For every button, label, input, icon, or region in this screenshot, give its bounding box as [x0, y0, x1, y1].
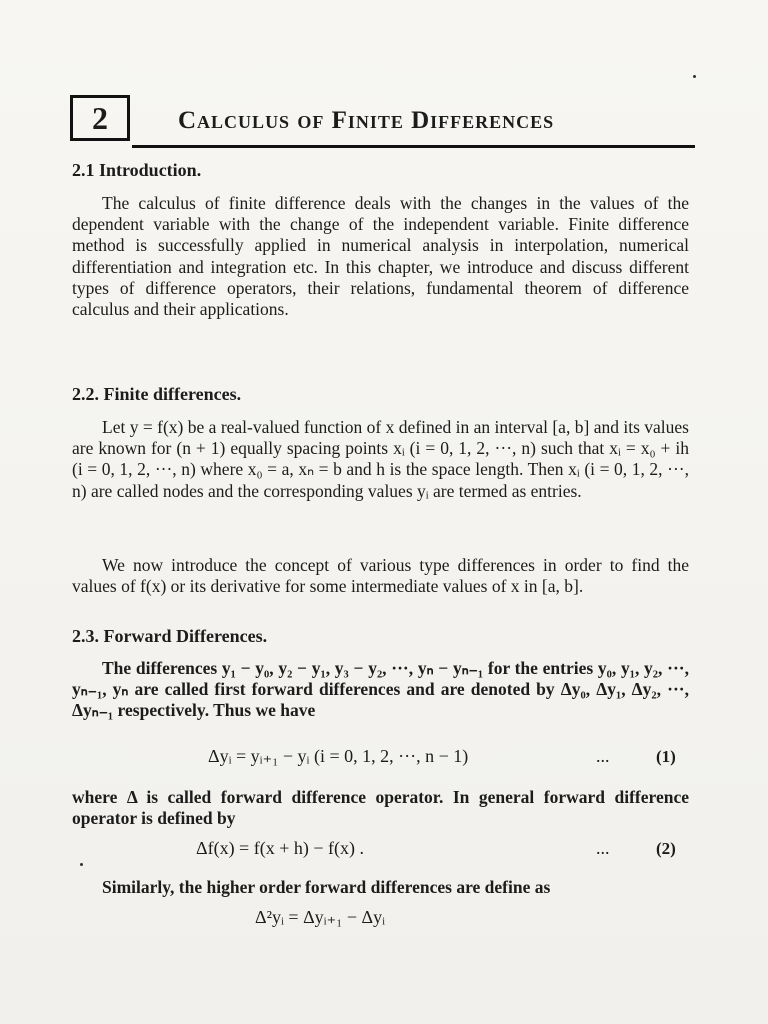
equation-1-dots: ...: [596, 746, 610, 766]
ink-speck: [80, 863, 83, 866]
paragraph-finite-differences: Let y = f(x) be a real-valued function of x defined in an interval [a, b] and its values are known for (n + 1) equally spacing points xᵢ (i = 0, 1, 2, ···, n) such that xᵢ = x₀ + ih (i = 0, 1, 2, ···, n) where x₀ = a, xₙ = b and h is the space length. Then xᵢ (i = 0, 1, 2, ···, n) are called nodes and the corresponding values yᵢ are termed as entries.: [72, 417, 689, 501]
paragraph-higher-order-differences: Similarly, the higher order forward differences are define as: [102, 877, 551, 897]
paragraph-forward-difference-operator: where Δ is called forward difference operator. In general forward difference operator is defined by: [72, 787, 689, 829]
equation-1-number: (1): [656, 747, 676, 766]
ink-speck: [693, 75, 696, 78]
chapter-number-box: 2: [70, 95, 130, 141]
equation-3: Δ²yᵢ = Δyᵢ₊₁ − Δyᵢ: [255, 907, 386, 927]
chapter-header: [70, 95, 695, 151]
section-title-forward-differences: 2.3. Forward Differences.: [72, 626, 268, 646]
equation-1: Δyᵢ = yᵢ₊₁ − yᵢ (i = 0, 1, 2, ···, n − 1): [208, 746, 469, 766]
equation-2: Δf(x) = f(x + h) − f(x) .: [196, 838, 364, 858]
equation-2-number: (2): [656, 839, 676, 858]
paragraph-intermediate-values: We now introduce the concept of various type differences in order to find the values of f(x) or its derivative for some intermediate values of x in [a, b].: [72, 555, 689, 597]
section-title-introduction: 2.1 Introduction.: [72, 160, 202, 180]
paragraph-introduction: The calculus of finite difference deals with the changes in the values of the dependent variable with the change of the independent variable. Finite difference method is successfully applied in numerical analysis in interpolation, numerical differentiation and integration etc. In this chapter, we introduce and discuss different types of difference operators, their relations, fundamental theorem of difference calculus and their applications.: [72, 193, 689, 320]
section-title-finite-differences: 2.2. Finite differences.: [72, 384, 242, 404]
chapter-rule: [132, 145, 695, 148]
equation-2-dots: ...: [596, 838, 610, 858]
chapter-title: Calculus of Finite Differences: [178, 107, 555, 134]
paragraph-first-forward-differences: The differences y₁ − y₀, y₂ − y₁, y₃ − y₂, ···, yₙ − yₙ₋₁ for the entries y₀, y₁, y₂, ···, yₙ₋₁, yₙ are called first forward differences and are denoted by Δy₀, Δy₁, Δy₂, ···, Δyₙ₋₁ respectively. Thus we have: [72, 658, 689, 721]
